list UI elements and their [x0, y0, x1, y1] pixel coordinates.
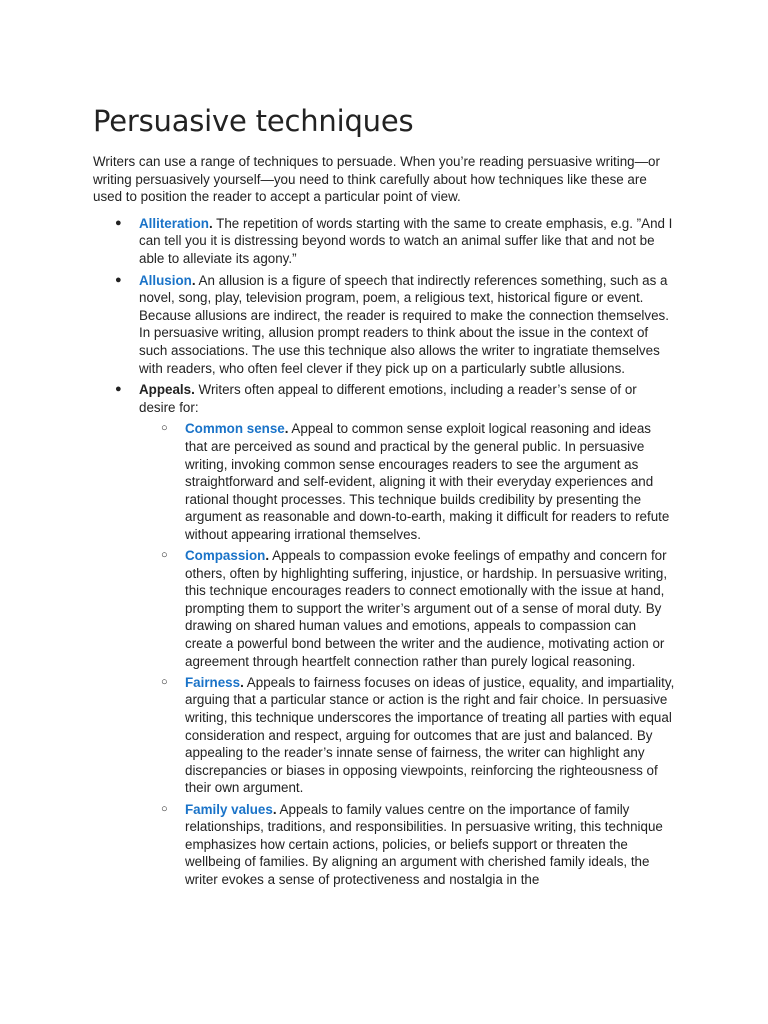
term-period: .	[265, 548, 270, 564]
item-text: Writers often appeal to different emotions, including a reader’s sense of or desire for:	[139, 382, 637, 415]
term-common-sense[interactable]: Common sense	[185, 421, 285, 437]
subitem-text: Appeals to fairness focuses on ideas of justice, equality, and impartiality, arguing that a particular stance or action is the right and fair choice. In persuasive writing, this technique underscores the importance of treating all parties with equal consideration and respect, arguing for outcomes that are just and balanced. By appealing to the reader’s innate sense of fairness, the writer can highlight any discrepancies or biases in opposing viewpoints, reinforcing the righteousness of their own argument.	[185, 674, 675, 796]
page-title: Persuasive techniques	[93, 104, 414, 138]
circle-bullet-icon: ○	[161, 549, 168, 562]
bullet-icon: ●	[115, 273, 122, 286]
term-alliteration[interactable]: Alliteration	[139, 215, 209, 231]
sublist-item-common-sense	[139, 420, 675, 543]
term-fairness[interactable]: Fairness	[185, 674, 241, 690]
term-period: .	[191, 272, 196, 288]
term-compassion[interactable]: Compassion	[185, 548, 266, 564]
list-item-appeals	[93, 381, 675, 888]
list-item-alliteration	[93, 215, 675, 268]
sublist-item-compassion	[139, 547, 675, 670]
sublist-item-family-values	[139, 801, 675, 889]
term-period: .	[208, 215, 213, 231]
term-period: .	[284, 421, 289, 437]
circle-bullet-icon: ○	[161, 675, 168, 688]
sublist-item-fairness	[139, 674, 675, 797]
item-text: The repetition of words starting with the same to create emphasis, e.g. ”And I can tell you it is distressing beyond words to watch an animal suffer like that and not be able to alleviate its agony.”	[139, 215, 673, 266]
term-allusion[interactable]: Allusion	[139, 272, 192, 288]
appeals-sublist	[139, 420, 675, 888]
term-appeals: Appeals	[139, 382, 192, 398]
item-text: An allusion is a figure of speech that indirectly references something, such as a novel, song, play, television program, poem, a religious text, historical figure or event. Because allusions are indirect, the reader is required to make the connection themselves. In persuasive writing, allusion prompt readers to think about the issue in the context of such associations. The use this technique also allows the writer to ingratiate themselves with readers, who often feel clever if they pick up on a particularly subtle allusions.	[139, 272, 669, 376]
term-period: .	[240, 674, 244, 690]
intro-paragraph: Writers can use a range of techniques to persuade. When you’re reading persuasive writing—or writing persuasively yourself—you need to think carefully about how techniques like these are used to position the reader to accept a particular point of view.	[93, 154, 660, 205]
subitem-text: Appeals to family values centre on the importance of family relationships, traditions, and responsibilities. In persuasive writing, this technique emphasizes how certain actions, policies, or beliefs support or threaten the wellbeing of families. By aligning an argument with cherished family ideals, the writer evokes a sense of protectiveness and nostalgia in the	[185, 801, 663, 887]
term-period: .	[272, 801, 277, 817]
bullet-icon: ●	[115, 216, 122, 229]
term-family-values[interactable]: Family values	[185, 801, 273, 817]
circle-bullet-icon: ○	[161, 802, 168, 815]
list-item-allusion	[93, 272, 675, 378]
circle-bullet-icon: ○	[161, 422, 168, 435]
document-page	[93, 100, 675, 893]
subitem-text: Appeal to common sense exploit logical reasoning and ideas that are perceived as sound and practical by the general public. In persuasive writing, invoking common sense encourages readers to see the argument as straightforward and self-evident, aligning it with their everyday experiences and rational thought processes. This technique builds credibility by presenting the argument as reasonable and down-to-earth, making it difficult for readers to refute without appearing irrational themselves.	[185, 421, 670, 542]
bullet-icon: ●	[115, 383, 122, 396]
term-period: .	[191, 382, 195, 398]
subitem-text: Appeals to compassion evoke feelings of empathy and concern for others, often by highlighting suffering, injustice, or hardship. In persuasive writing, this technique encourages readers to connect emotionally with the issue at hand, prompting them to support the writer’s argument out of a sense of moral duty. By drawing on shared human values and emotions, appeals to compassion can create a powerful bond between the writer and the audience, motivating action or agreement through heartfelt connection rather than purely logical reasoning.	[185, 548, 668, 669]
techniques-list	[93, 215, 675, 889]
